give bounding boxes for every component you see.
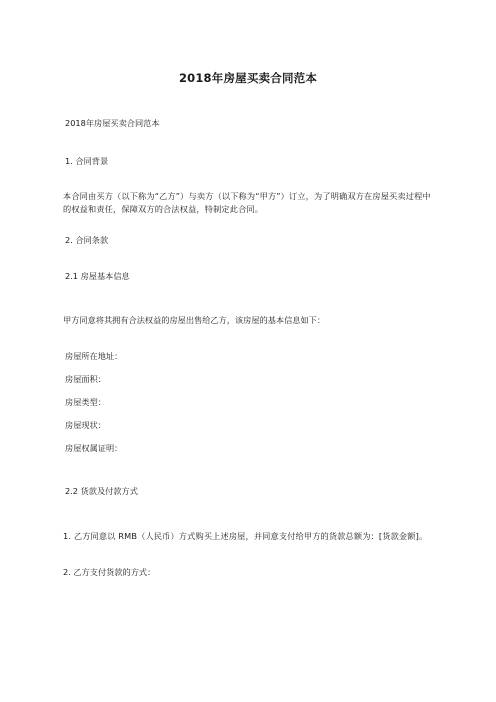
section-1-heading: 1. 合同背景: [65, 156, 109, 166]
section-1-body: 本合同由买方（以下称为“乙方”）与卖方（以下称为“甲方”）订立，为了明确双方在房屋买卖过程中的权益和责任，保障双方的合法权益，特制定此合同。: [63, 191, 431, 214]
document-title: 2018年房屋买卖合同范本: [178, 71, 318, 85]
payment-clause-2: 2. 乙方支付货款的方式：: [63, 567, 156, 577]
payment-clause-1: 1. 乙方同意以 RMB（人民币）方式购买上述房屋，并同意支付给甲方的货款总额为：[货款金额]。: [63, 531, 428, 541]
document-subtitle: 2018年房屋买卖合同范本: [65, 118, 160, 128]
section-2-1-heading: 2.1 房屋基本信息: [65, 271, 130, 281]
house-info-area: 房屋面积：: [65, 374, 106, 384]
section-2-2-heading: 2.2 货款及付款方式: [65, 486, 138, 496]
house-info-address: 房屋所在地址：: [65, 351, 123, 361]
section-2-1-body: 甲方同意将其拥有合法权益的房屋出售给乙方，该房屋的基本信息如下：: [63, 315, 326, 325]
section-2-heading: 2. 合同条款: [65, 235, 109, 245]
house-info-ownership: 房屋权属证明：: [65, 443, 123, 453]
house-info-status: 房屋现状：: [65, 420, 106, 430]
house-info-type: 房屋类型：: [65, 397, 106, 407]
